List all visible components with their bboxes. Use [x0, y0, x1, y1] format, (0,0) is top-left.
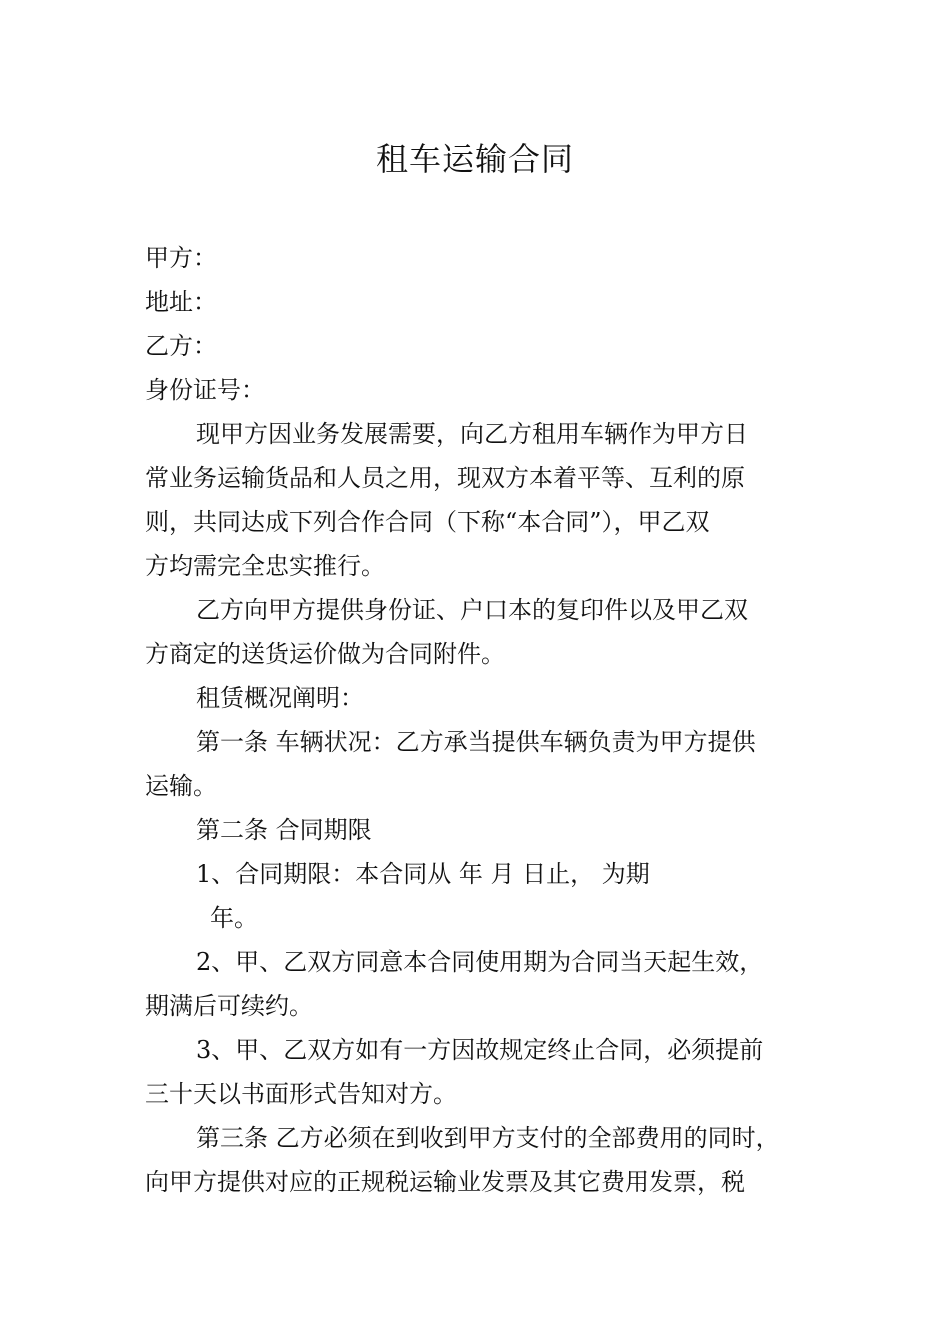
clause-line: 年。: [210, 904, 258, 932]
section-heading: 租赁概况阐明：: [196, 684, 364, 712]
article-line: 向甲方提供对应的正规税运输业发票及其它费用发票，税: [145, 1168, 745, 1196]
paragraph-line: 乙方向甲方提供身份证、户口本的复印件以及甲乙双: [196, 596, 748, 624]
article-heading: 第二条 合同期限: [196, 816, 372, 844]
article-line: 第一条 车辆状况：乙方承当提供车辆负责为甲方提供: [196, 728, 756, 756]
document-body: [145, 236, 835, 1204]
paragraph-line: 则，共同达成下列合作合同（下称“本合同”），甲乙双: [145, 508, 710, 536]
paragraph-line: 常业务运输货品和人员之用，现双方本着平等、互利的原: [145, 464, 745, 492]
id-number-line: 身份证号：: [145, 376, 265, 404]
paragraph-line: 方均需完全忠实推行。: [145, 552, 385, 580]
party-a-line: 甲方：: [145, 244, 217, 272]
article-line: 第三条 乙方必须在到收到甲方支付的全部费用的同时，: [196, 1124, 780, 1152]
party-b-line: 乙方：: [145, 332, 217, 360]
clause-line: 1、合同期限：本合同从 年 月 日止， 为期: [196, 860, 650, 888]
paragraph-line: 方商定的送货运价做为合同附件。: [145, 640, 505, 668]
document-title: 租车运输合同: [375, 140, 574, 178]
paragraph-line: 现甲方因业务发展需要，向乙方租用车辆作为甲方日: [196, 420, 748, 448]
article-line: 运输。: [145, 772, 217, 800]
address-line: 地址：: [145, 288, 217, 316]
clause-line: 三十天以书面形式告知对方。: [145, 1080, 457, 1108]
clause-line: 期满后可续约。: [145, 992, 313, 1020]
clause-line: 2、甲、乙双方同意本合同使用期为合同当天起生效，: [196, 948, 764, 976]
clause-line: 3、甲、乙双方如有一方因故规定终止合同，必须提前: [196, 1036, 764, 1064]
